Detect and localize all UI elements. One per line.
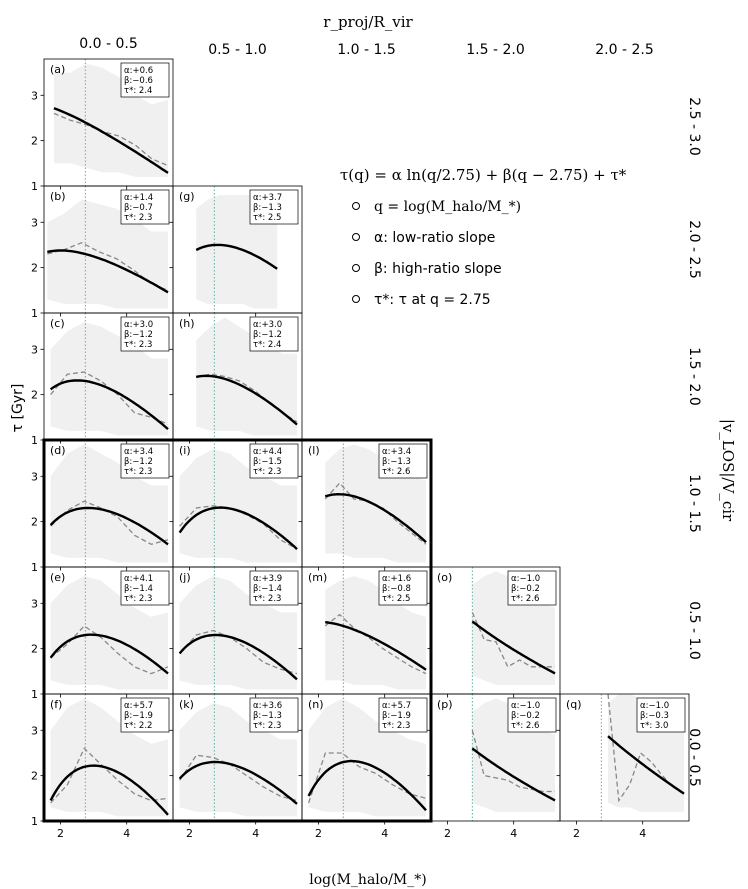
- panel-label: (f): [50, 698, 63, 711]
- param-alpha: α:+4.4: [253, 447, 283, 457]
- param-beta: β:−0.8: [382, 584, 411, 594]
- y-tick-label: 3: [31, 89, 38, 103]
- legend: [340, 166, 627, 308]
- param-alpha: α:+1.6: [382, 574, 412, 584]
- legend-bullet-icon: [353, 203, 360, 210]
- param-tau: τ*: 2.3: [253, 594, 282, 604]
- x-tick-label: 4: [381, 827, 389, 840]
- panel-o: [428, 567, 561, 698]
- v-bin-label: 2.5 - 3.0: [686, 97, 702, 156]
- param-alpha: α:+4.1: [124, 574, 154, 584]
- legend-item-tau: τ*: τ at q = 2.75: [374, 292, 491, 308]
- y-tick-label: 1: [31, 307, 38, 320]
- panel-n: [299, 694, 432, 825]
- param-tau: τ*: 2.4: [253, 340, 282, 350]
- panel-label: (l): [308, 444, 320, 457]
- y-tick-label: 1: [31, 434, 38, 447]
- panel-f: [41, 694, 174, 825]
- param-tau: τ*: 2.3: [253, 467, 282, 477]
- panel-label: (o): [437, 571, 453, 584]
- panel-label: (m): [308, 571, 328, 584]
- panel-label: (e): [50, 571, 66, 584]
- y-tick-label: 2: [31, 388, 38, 402]
- panel-label: (p): [437, 698, 453, 711]
- param-tau: τ*: 2.3: [382, 721, 411, 731]
- param-alpha: α:+3.4: [124, 447, 154, 457]
- y-tick-label: 3: [31, 470, 38, 484]
- legend-bullet-icon: [353, 296, 360, 303]
- panel-j: [170, 567, 303, 698]
- param-beta: β:−1.4: [124, 584, 153, 594]
- param-alpha: α:+3.4: [382, 447, 412, 457]
- y-axis-label: τ [Gyr]: [10, 383, 26, 433]
- r-bin-label: 2.0 - 2.5: [595, 42, 654, 58]
- legend-bullet-icon: [353, 265, 360, 272]
- panel-g: [170, 186, 303, 317]
- panel-l: [299, 440, 432, 571]
- panel-c: [41, 313, 174, 444]
- panel-a: [41, 59, 174, 190]
- panel-label: (c): [50, 317, 65, 330]
- y-tick-label: 2: [31, 769, 38, 783]
- panel-label: (j): [179, 571, 191, 584]
- y-tick-label: 1: [31, 688, 38, 701]
- x-tick-label: 2: [315, 827, 323, 840]
- x-tick-label: 2: [444, 827, 452, 840]
- param-alpha: α:−1.0: [511, 701, 541, 711]
- param-alpha: α:+1.4: [124, 193, 154, 203]
- y-tick-label: 3: [31, 724, 38, 738]
- x-tick-label: 4: [510, 827, 518, 840]
- param-tau: τ*: 2.3: [124, 213, 153, 223]
- param-beta: β:−1.2: [124, 330, 153, 340]
- param-alpha: α:+3.7: [253, 193, 283, 203]
- param-alpha: α:+5.7: [382, 701, 412, 711]
- panel-q: [557, 694, 690, 825]
- right-axis-title: |v_LOS|/V_cir: [719, 418, 737, 522]
- panel-label: (h): [179, 317, 195, 330]
- legend-item-beta: β: high-ratio slope: [374, 261, 502, 277]
- y-tick-label: 2: [31, 515, 38, 529]
- panel-label: (b): [50, 190, 66, 203]
- param-alpha: α:+3.9: [253, 574, 283, 584]
- param-tau: τ*: 2.3: [124, 340, 153, 350]
- param-tau: τ*: 2.2: [124, 721, 153, 731]
- param-tau: τ*: 2.3: [124, 467, 153, 477]
- param-beta: β:−0.6: [124, 76, 153, 86]
- param-tau: τ*: 2.5: [253, 213, 282, 223]
- param-tau: τ*: 2.5: [382, 594, 411, 604]
- v-bin-label: 2.0 - 2.5: [686, 220, 702, 279]
- param-tau: τ*: 2.6: [382, 467, 411, 477]
- panel-label: (k): [179, 698, 194, 711]
- panel-label: (i): [179, 444, 191, 457]
- v-bin-label: 0.0 - 0.5: [686, 728, 702, 787]
- panel-m: [299, 567, 432, 698]
- y-tick-label: 1: [31, 815, 38, 828]
- param-beta: β:−1.3: [253, 711, 282, 721]
- param-beta: β:−0.7: [124, 203, 153, 213]
- param-alpha: α:−1.0: [511, 574, 541, 584]
- param-tau: τ*: 2.3: [124, 594, 153, 604]
- param-alpha: α:+5.7: [124, 701, 154, 711]
- r-bin-label: 1.0 - 1.5: [337, 42, 396, 58]
- y-tick-label: 2: [31, 134, 38, 148]
- r-bin-label: 0.0 - 0.5: [79, 36, 138, 52]
- x-tick-label: 2: [186, 827, 194, 840]
- legend-bullet-icon: [353, 234, 360, 241]
- panel-k: [170, 694, 303, 825]
- param-tau: τ*: 2.3: [253, 721, 282, 731]
- param-beta: β:−1.2: [124, 457, 153, 467]
- y-tick-label: 1: [31, 561, 38, 574]
- top-axis-title: r_proj/R_vir: [323, 13, 413, 31]
- y-tick-label: 2: [31, 642, 38, 656]
- legend-item-alpha: α: low-ratio slope: [374, 230, 496, 246]
- panel-label: (g): [179, 190, 195, 203]
- r-bin-label: 1.5 - 2.0: [466, 42, 525, 58]
- legend-formula: τ(q) = α ln(q/2.75) + β(q − 2.75) + τ*: [340, 166, 627, 184]
- panel-label: (a): [50, 63, 66, 76]
- param-alpha: α:+0.6: [124, 66, 154, 76]
- param-beta: β:−1.3: [253, 203, 282, 213]
- x-tick-label: 4: [639, 827, 647, 840]
- param-tau: τ*: 2.4: [124, 86, 153, 96]
- param-tau: τ*: 2.6: [511, 594, 540, 604]
- param-beta: β:−1.2: [253, 330, 282, 340]
- x-tick-label: 4: [123, 827, 131, 840]
- y-tick-label: 1: [31, 180, 38, 193]
- param-alpha: α:+3.6: [253, 701, 283, 711]
- y-tick-label: 3: [31, 216, 38, 230]
- v-bin-label: 1.5 - 2.0: [686, 347, 702, 406]
- param-beta: β:−1.9: [124, 711, 153, 721]
- panel-label: (n): [308, 698, 324, 711]
- v-bin-label: 1.0 - 1.5: [686, 474, 702, 533]
- x-tick-label: 4: [252, 827, 260, 840]
- param-beta: β:−1.5: [253, 457, 282, 467]
- param-alpha: α:+3.0: [253, 320, 283, 330]
- panel-label: (q): [566, 698, 582, 711]
- y-tick-label: 2: [31, 261, 38, 275]
- param-beta: β:−0.2: [511, 711, 540, 721]
- panel-b: [41, 186, 174, 317]
- param-alpha: α:+3.0: [124, 320, 154, 330]
- panel-i: [170, 440, 303, 571]
- x-tick-label: 2: [57, 827, 65, 840]
- param-beta: β:−0.3: [640, 711, 669, 721]
- y-tick-label: 3: [31, 597, 38, 611]
- param-beta: β:−1.3: [382, 457, 411, 467]
- param-beta: β:−1.4: [253, 584, 282, 594]
- param-tau: τ*: 2.6: [511, 721, 540, 731]
- panel-label: (d): [50, 444, 66, 457]
- v-bin-label: 0.5 - 1.0: [686, 601, 702, 660]
- param-beta: β:−1.9: [382, 711, 411, 721]
- x-axis-label: log(M_halo/M_*): [309, 872, 427, 888]
- panel-e: [41, 567, 174, 698]
- panel-p: [428, 694, 561, 825]
- r-bin-label: 0.5 - 1.0: [208, 42, 267, 58]
- x-tick-label: 2: [573, 827, 581, 840]
- y-tick-label: 3: [31, 343, 38, 357]
- panel-d: [41, 440, 174, 571]
- panel-h: [170, 313, 303, 444]
- param-beta: β:−0.2: [511, 584, 540, 594]
- param-tau: τ*: 3.0: [640, 721, 669, 731]
- param-alpha: α:−1.0: [640, 701, 670, 711]
- legend-item-q: q = log(M_halo/M_*): [374, 199, 522, 215]
